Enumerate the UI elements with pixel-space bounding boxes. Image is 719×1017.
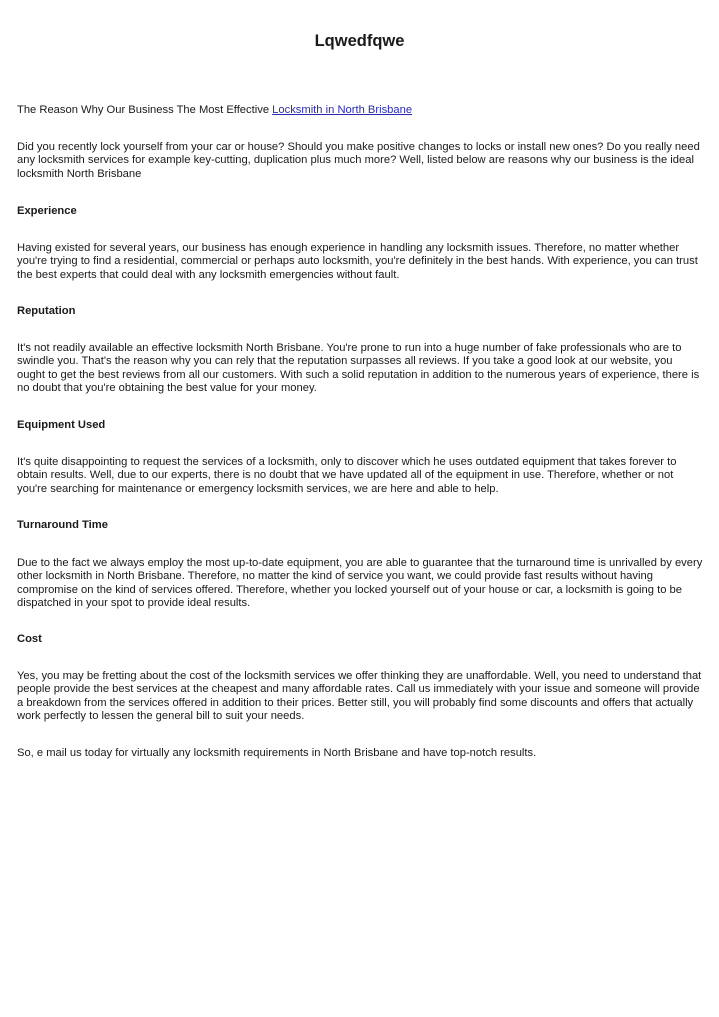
heading-equipment: Equipment Used — [17, 419, 106, 431]
paragraph-experience: Having existed for several years, our business has enough experience in handling any locksmith issues. Therefore, no matter whether you're trying to find a residential, commercial or perhaps auto locksmith, you're definitely in the best hands. With experience, you can trust the best experts that could deal with any locksmith emergencies without fault. — [17, 242, 698, 281]
paragraph-cost: Yes, you may be fretting about the cost of the locksmith services we offer thinking they are unaffordable. Well, you need to understand that people provide the best services at the cheapest and many affordable rates. Call us immediately with your issue and someone will provide a breakdown from the services offered in addition to their prices. Better still, you will probably find some discounts and offers that actually work perfectly to lessen the general bill to suit your needs. — [17, 670, 702, 722]
intro-paragraph: Did you recently lock yourself from your car or house? Should you make positive changes to locks or install new ones? Do you really need any locksmith services for example key-cutting, duplication plus much more? Well, listed below are reasons why our business is the ideal locksmith North Brisbane — [17, 141, 700, 180]
intro-text: The Reason Why Our Business The Most Effective — [17, 104, 273, 116]
locksmith-link[interactable]: Locksmith in North Brisbane — [272, 104, 413, 116]
paragraph-reputation: It's not readily available an effective locksmith North Brisbane. You're prone to run into a huge number of fake professionals who are to swindle you. That's the reason why you can rely that the reputation surpasses all reviews. If you take a good look at our website, you ought to get the best reviews from all our customers. With such a solid reputation in addition to the numerous years of experience, there is no doubt that you're obtaining the best value for your money. — [17, 342, 700, 394]
heading-experience: Experience — [17, 205, 77, 217]
paragraph-equipment: It's quite disappointing to request the services of a locksmith, only to discover which he uses outdated equipment that takes forever to obtain results. Well, due to our experts, there is no doubt that we have updated all of the equipment in use. Therefore, whether or not you're searching for maintenance or emergency locksmith services, we are here and able to help. — [17, 456, 677, 495]
paragraph-turnaround: Due to the fact we always employ the most up-to-date equipment, you are able to guarantee that the turnaround time is unrivalled by every other locksmith in North Brisbane. Therefore, no matter the kind of service you want, we could provide fast results without having compromise on the kind of services offered. Therefore, whether you locked yourself out of your house or car, a locksmith is going to be dispatched in your spot to provide ideal results. — [17, 557, 703, 609]
paragraph-closing: So, e mail us today for virtually any locksmith requirements in North Brisbane and have top-notch results. — [17, 747, 537, 759]
heading-turnaround: Turnaround Time — [17, 519, 108, 531]
heading-cost: Cost — [17, 633, 42, 645]
heading-reputation: Reputation — [17, 305, 76, 317]
page-title: Lqwedfqwe — [314, 32, 405, 50]
intro-line — [17, 104, 703, 117]
